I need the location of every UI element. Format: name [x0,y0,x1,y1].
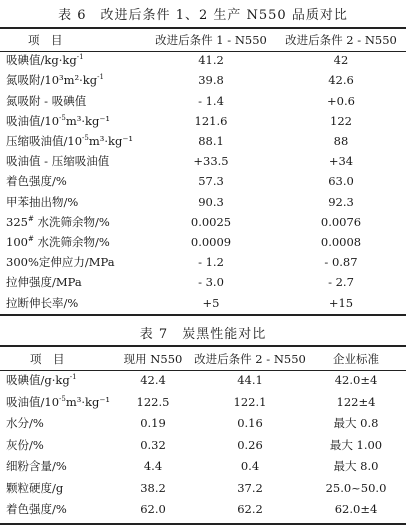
table-row [0,272,406,292]
row-label [0,292,146,312]
table-cell-c1: 38.2 [140,480,166,495]
table-6-header-item: 项 目 [28,33,63,48]
table-7-header-rule [0,370,406,371]
table-6-top-rule [0,27,406,29]
table-row [0,151,406,171]
table-row [0,477,406,499]
table-cell-c1: 0.0009 [190,234,232,249]
row-label-text: 甲苯抽出物/% [6,194,79,209]
table-cell-c2: 0.0076 [320,214,362,229]
row-label [0,192,146,212]
row-label-text: 着色强度/% [6,502,67,517]
table-7-caption: 表 7 炭黑性能对比 [139,327,267,342]
table-row [0,50,406,70]
row-label-superscript: # [27,214,34,223]
row-label [0,171,146,191]
table-row [0,456,406,478]
row-label-text: 325 [6,214,28,229]
table-cell-c3: 122±4 [336,394,376,409]
row-label [0,70,146,90]
row-label-text: 水分/% [6,416,44,431]
row-label-suffix: 水洗筛余物/% [33,234,110,249]
table-cell-c1: 121.6 [194,113,228,128]
row-label-superscript: -5 [59,113,66,122]
table-cell-c2: 0.16 [237,416,263,431]
table-cell-c2: 44.1 [237,373,263,388]
table-cell-c1: - 1.2 [198,255,224,270]
row-label-text: 细粉含量/% [6,459,67,474]
table-row [0,434,406,456]
table-7 [0,348,406,520]
table-cell-c2: 122 [330,113,352,128]
table-cell-c2: +15 [328,295,354,310]
table-cell-c2: 0.26 [237,437,263,452]
table-7-header-row [0,348,406,370]
table-cell-c2: - 0.87 [324,255,358,270]
table-cell-c2: 122.1 [233,394,267,409]
table-cell-c1: 39.8 [198,73,224,88]
table-cell-c2: 88 [333,134,349,149]
row-label-text: 颗粒硬度/g [6,480,64,495]
row-label-text: 压缩吸油值/10 [6,134,83,149]
row-label-text: 氮吸附/10³m²·kg [6,73,98,88]
table-cell-c2: +0.6 [327,93,355,108]
table-cell-c1: 0.0025 [190,214,232,229]
table-cell-c2: 0.4 [240,459,260,474]
row-label [0,272,146,292]
table-row [0,370,406,392]
table-cell-c2: 63.0 [328,174,354,189]
table-7-top-rule [0,345,406,347]
table-row [0,70,406,90]
row-label-suffix: m³·kg⁻¹ [65,113,111,128]
row-label-suffix: 水洗筛余物/% [33,214,110,229]
table-row [0,292,406,312]
row-label [0,91,146,111]
table-6-header-rule [0,51,406,52]
table-cell-c2: +34 [328,154,354,169]
row-label [0,391,112,413]
table-row [0,212,406,232]
row-label-text: 300%定伸应力/MPa [6,255,115,270]
row-label-text: 拉伸强度/MPa [6,275,82,290]
table-row [0,111,406,131]
row-label [0,434,112,456]
row-label [0,212,146,232]
row-label [0,456,112,478]
row-label-text: 吸油值/10 [6,394,60,409]
row-label-text: 氮吸附 - 吸碘值 [6,93,87,108]
row-label [0,413,112,435]
table-cell-c1: 42.4 [140,373,166,388]
table-6-caption: 表 6 改进后条件 1、2 生产 N550 品质对比 [58,8,348,23]
table-cell-c3: 25.0~50.0 [325,480,387,495]
table-row [0,171,406,191]
table-cell-c2: 37.2 [237,480,263,495]
table-cell-c1: 0.19 [140,416,166,431]
table-7-header-current-n550: 现用 N550 [123,351,183,366]
table-cell-c1: - 1.4 [198,93,224,108]
table-cell-c1: 90.3 [198,194,224,209]
table-6-body [0,50,406,312]
table-cell-c3: 最大 8.0 [333,459,379,474]
row-label-text: 拉断伸长率/% [6,295,79,310]
table-cell-c1: - 3.0 [198,275,224,290]
table-7-header-item: 项 目 [30,351,65,366]
row-label [0,131,146,151]
table-cell-c3: 最大 0.8 [333,416,379,431]
table-row [0,413,406,435]
table-6-header-row [0,30,406,50]
row-label [0,111,146,131]
table-cell-c1: 4.4 [143,459,163,474]
table-cell-c1: 41.2 [198,53,224,68]
row-label-superscript: -1 [76,53,84,62]
table-cell-c1: +33.5 [193,154,229,169]
row-label [0,50,146,70]
table-cell-c2: 0.0008 [320,234,362,249]
row-label-text: 吸碘值/kg·kg [6,53,77,68]
table-row [0,232,406,252]
table-row [0,391,406,413]
table-cell-c2: 92.3 [328,194,354,209]
table-cell-c1: 57.3 [198,174,224,189]
row-label-superscript: -5 [59,394,66,403]
row-label-superscript: -1 [97,73,104,82]
row-label-suffix: m³·kg⁻¹ [65,394,111,409]
table-row [0,252,406,272]
table-row [0,91,406,111]
row-label-text: 吸碘值/g·kg [6,373,70,388]
row-label-suffix: m³·kg⁻¹ [88,134,134,149]
row-label-superscript: # [27,234,34,243]
row-label [0,499,112,521]
table-cell-c1: 122.5 [136,394,170,409]
row-label [0,252,146,272]
table-cell-c3: 最大 1.00 [329,437,383,452]
table-6-header-condition-2: 改进后条件 2 - N550 [285,33,397,48]
table-row [0,499,406,521]
table-cell-c1: 62.0 [140,502,166,517]
row-label [0,232,146,252]
table-6 [0,30,406,313]
row-label-superscript: -1 [69,373,77,382]
table-cell-c1: 0.32 [140,437,166,452]
table-7-header-condition-2: 改进后条件 2 - N550 [194,351,306,366]
table-cell-c3: 62.0±4 [334,502,378,517]
table-7-header-enterprise-standard: 企业标准 [333,351,379,366]
table-cell-c3: 42.0±4 [334,373,378,388]
table-cell-c2: 42 [333,53,349,68]
row-label-text: 吸油值/10 [6,113,60,128]
row-label-superscript: -5 [82,134,89,143]
row-label [0,151,146,171]
table-row [0,192,406,212]
row-label-text: 吸油值 - 压缩吸油值 [6,154,110,169]
table-cell-c2: - 2.7 [328,275,354,290]
row-label-text: 灰份/% [6,437,44,452]
table-cell-c1: 88.1 [198,134,224,149]
row-label-text: 100 [6,234,28,249]
table-7-bottom-rule [0,523,406,525]
row-label-text: 着色强度/% [6,174,67,189]
table-row [0,131,406,151]
table-6-header-condition-1: 改进后条件 1 - N550 [155,33,267,48]
table-7-body [0,370,406,521]
table-cell-c1: +5 [202,295,220,310]
row-label [0,370,112,392]
table-6-bottom-rule [0,314,406,316]
table-cell-c2: 62.2 [237,502,263,517]
table-cell-c2: 42.6 [328,73,354,88]
row-label [0,477,112,499]
